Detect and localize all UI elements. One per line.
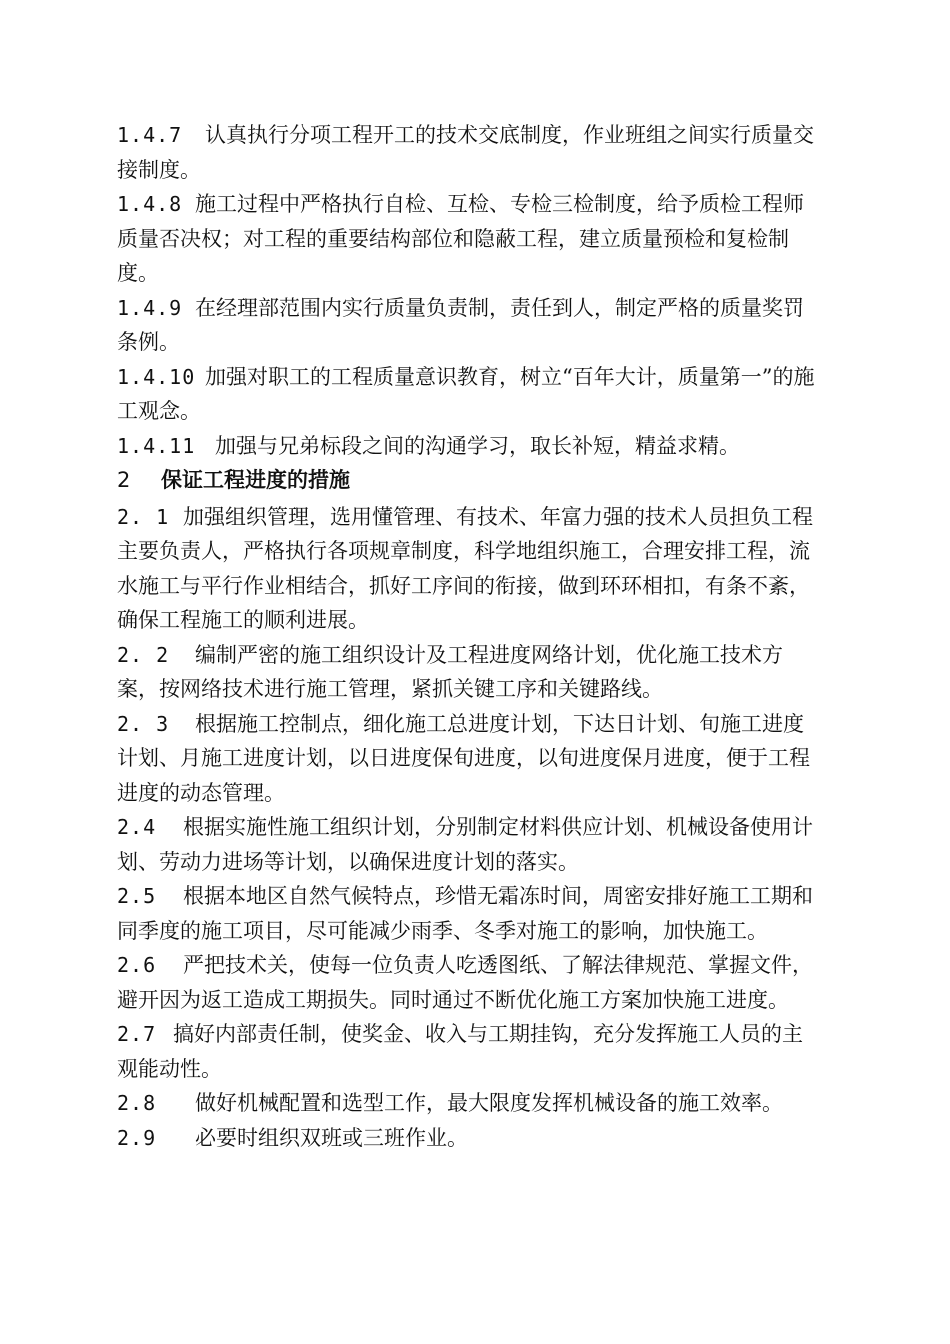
clause-2-3: [117, 707, 817, 811]
clause-2-9: [117, 1121, 817, 1156]
clause-2-7: [117, 1017, 817, 1086]
clause-number: 1.4.8: [117, 192, 183, 216]
clause-number: 2.7: [117, 1022, 157, 1046]
clause-number: 2.5: [117, 884, 157, 908]
clause-text: 做好机械配置和选型工作，最大限度发挥机械设备的施工效率。: [195, 1091, 783, 1115]
clause-1-4-9: [117, 291, 817, 360]
clause-text: 编制严密的施工组织设计及工程进度网络计划，优化施工技术方案，按网络技术进行施工管理，紧抓关键工序和关键路线。: [117, 642, 783, 701]
clause-number: 2. 3: [117, 711, 170, 736]
clause-text: 加强与兄弟标段之间的沟通学习，取长补短，精益求精。: [215, 433, 740, 458]
clause-text: 加强对职工的工程质量意识教育，树立“百年大计，质量第一”的施工观念。: [117, 364, 815, 423]
clause-number: 1.4.9: [117, 295, 183, 320]
clause-text: 必要时组织双班或三班作业。: [195, 1125, 468, 1150]
clause-number: 1.4.10: [117, 364, 196, 389]
clause-1-4-8: [117, 187, 817, 291]
clause-text: 根据施工控制点，细化施工总进度计划，下达日计划、旬施工进度计划、月施工进度计划，以日进度保旬进度，以旬进度保月进度，便于工程进度的动态管理。: [117, 711, 810, 805]
clause-2-1: [117, 500, 817, 638]
document-page: [117, 118, 817, 1155]
clause-number: 2.6: [117, 953, 157, 977]
clause-text: 施工过程中严格执行自检、互检、专检三检制度，给予质检工程师质量否决权；对工程的重要结构部位和隐蔽工程，建立质量预检和复检制度。: [117, 192, 804, 285]
clause-number: 1.4.11: [117, 433, 196, 458]
clause-text: 根据本地区自然气候特点，珍惜无霜冻时间，周密安排好施工工期和同季度的施工项目，尽可能减少雨季、冬季对施工的影响，加快施工。: [117, 884, 813, 943]
clause-number: 2.8: [117, 1091, 157, 1115]
clause-1-4-11: [117, 429, 817, 464]
clause-2-2: [117, 638, 817, 707]
clause-text: 搞好内部责任制，使奖金、收入与工期挂钩，充分发挥施工人员的主观能动性。: [117, 1022, 803, 1081]
clause-text: 认真执行分项工程开工的技术交底制度，作业班组之间实行质量交接制度。: [117, 123, 814, 182]
clause-text: 根据实施性施工组织计划，分别制定材料供应计划、机械设备使用计划、劳动力进场等计划，以确保进度计划的落实。: [117, 815, 813, 874]
clause-2-4: [117, 810, 817, 879]
clause-number: 2. 1: [117, 504, 170, 529]
clause-text: 严把技术关，使每一位负责人吃透图纸、了解法律规范、掌握文件，避开因为返工造成工期损失。同时通过不断优化施工方案加快施工进度。: [117, 953, 813, 1012]
clause-2-5: [117, 879, 817, 948]
clause-2-8: [117, 1086, 817, 1121]
clause-text: 加强组织管理，选用懂管理、有技术、年富力强的技术人员担负工程主要负责人，严格执行各项规章制度，科学地组织施工，合理安排工程，流水施工与平行作业相结合，抓好工序间的衔接，做到环环相扣，有条不紊，确保工程施工的顺利进展。: [117, 504, 813, 632]
clause-text: 在经理部范围内实行质量负责制，责任到人，制定严格的质量奖罚条例。: [117, 295, 804, 354]
clause-number: 2. 2: [117, 642, 170, 667]
clause-number: 1.4.7: [117, 123, 183, 147]
section-heading: [117, 463, 817, 500]
clause-1-4-7: [117, 118, 817, 187]
clause-number: 2.9: [117, 1125, 157, 1150]
clause-2-6: [117, 948, 817, 1017]
clause-number: 2.4: [117, 815, 157, 839]
section-number: 2: [117, 468, 131, 492]
section-title: 保证工程进度的措施: [161, 468, 350, 492]
clause-1-4-10: [117, 360, 817, 429]
